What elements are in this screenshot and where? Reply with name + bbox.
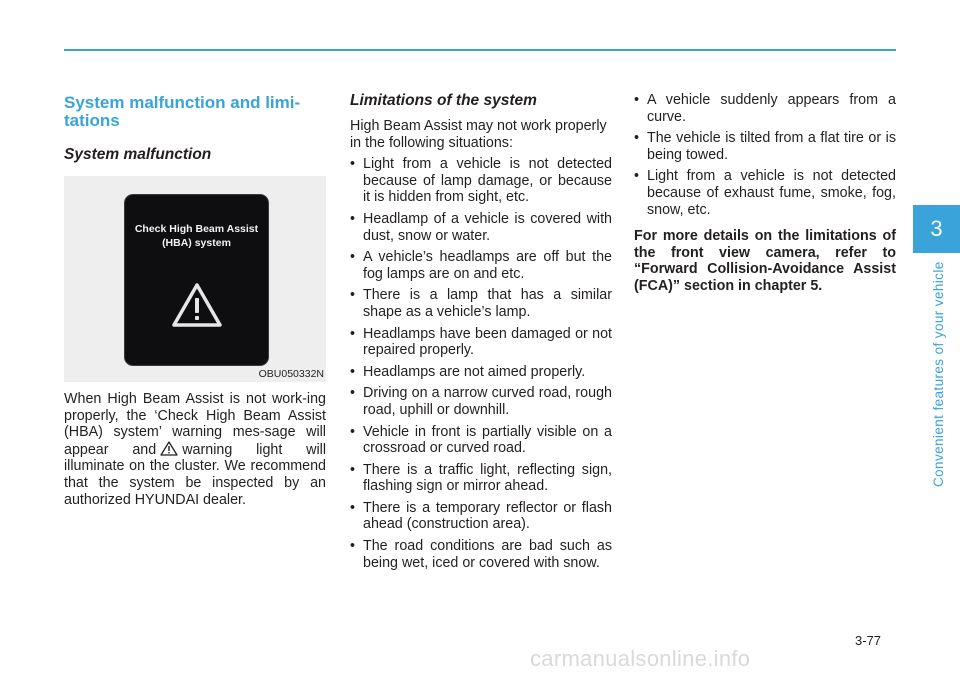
list-item: • Headlamp of a vehicle is covered with dust, snow or water. [350, 211, 612, 244]
malfunction-text-part1: When High Beam Assist is not work-ing properly, the ‘Check High Beam Assist (HBA) system’ warning mes-sage will appear and [64, 391, 326, 458]
list-item: • Driving on a narrow curved road, rough road, uphill or downhill. [350, 385, 612, 418]
figure-code: OBU050332N [258, 368, 324, 380]
watermark: carmanualsonline.info [530, 646, 751, 671]
display-message-line1: Check High Beam Assist [134, 223, 259, 235]
warning-triangle-icon [171, 282, 223, 328]
sub-heading-limitations: Limitations of the system [350, 92, 537, 109]
section-heading: System malfunction and limi-tations [64, 93, 301, 130]
warning-icon [160, 441, 178, 456]
limitations-intro: High Beam Assist may not work properly in the following situations: [350, 118, 607, 151]
malfunction-text-part2: warning light will illuminate on the cluster. We recommend that the system be inspected by an authorized HYUNDAI dealer. [64, 441, 327, 508]
chapter-side-title: Convenient features of your vehicle [931, 261, 946, 487]
left-column [64, 92, 326, 508]
display-message-line2: (HBA) system [162, 237, 231, 249]
list-item: • Light from a vehicle is not detected because of lamp damage, or because it is hidden from sight, etc. [350, 156, 612, 206]
list-item: • The vehicle is tilted from a flat tire or is being towed. [634, 130, 896, 163]
header-rule [64, 49, 896, 51]
cluster-message-figure [64, 176, 326, 382]
limitations-list-continued [634, 92, 896, 218]
limitations-list [350, 156, 612, 571]
page-number: 3-77 [855, 633, 882, 648]
fca-reference-note: For more details on the limitations of the front view camera, refer to “Forward Collision-Avoidance Assist (FCA)” section in chapter 5. [634, 228, 896, 294]
list-item: • The road conditions are bad such as being wet, iced or covered with snow. [350, 538, 612, 571]
list-item: • A vehicle’s headlamps are off but the fog lamps are on and etc. [350, 249, 612, 282]
list-item: • A vehicle suddenly appears from a curve. [634, 92, 896, 125]
chapter-tab: 3 [913, 205, 960, 253]
list-item: • Headlamps are not aimed properly. [350, 364, 612, 381]
list-item: • Headlamps have been damaged or not repaired properly. [350, 326, 612, 359]
list-item: • There is a temporary reflector or flash ahead (construction area). [350, 500, 612, 533]
cluster-display [124, 194, 269, 366]
right-column [634, 92, 896, 295]
list-item: • Light from a vehicle is not detected because of exhaust fume, smoke, fog, snow, etc. [634, 168, 896, 218]
list-item: • There is a traffic light, reflecting sign, flashing sign or mirror ahead. [350, 462, 612, 495]
malfunction-description [64, 391, 326, 508]
middle-column [350, 92, 612, 576]
sub-heading-system-malfunction: System malfunction [64, 146, 212, 163]
list-item: • There is a lamp that has a similar shape as a vehicle’s lamp. [350, 287, 612, 320]
list-item: • Vehicle in front is partially visible on a crossroad or curved road. [350, 424, 612, 457]
